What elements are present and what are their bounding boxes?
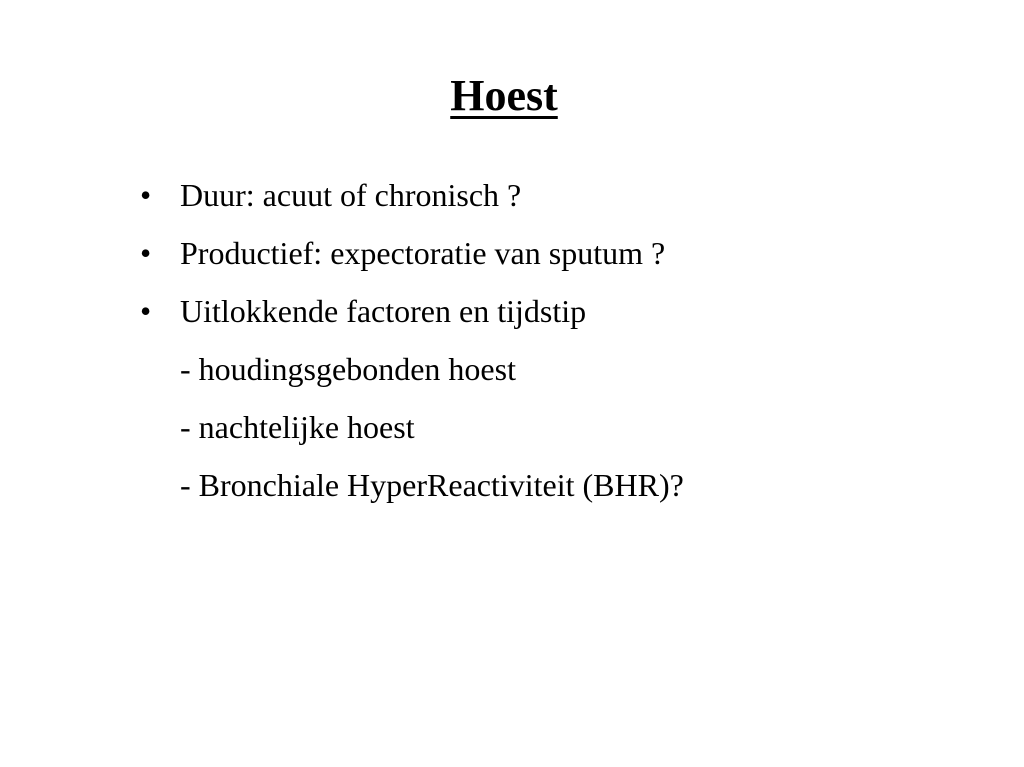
sub-list-item-text: - houdingsgebonden hoest <box>180 351 516 387</box>
slide-title: Hoest <box>450 71 558 120</box>
bullet-marker: • <box>140 293 152 329</box>
list-item <box>140 166 1000 224</box>
sub-list-item-text: - Bronchiale HyperReactiviteit (BHR)? <box>180 467 684 503</box>
sub-list-item <box>140 398 1000 456</box>
bullet-marker: • <box>140 235 152 271</box>
list-item <box>140 282 1000 340</box>
list-item-text: Uitlokkende factoren en tijdstip <box>180 293 587 329</box>
sub-list-item <box>140 456 1000 514</box>
list-item-text: Duur: acuut of chronisch ? <box>180 177 522 213</box>
bullet-list <box>140 166 1000 514</box>
list-item <box>140 224 1000 282</box>
list-item-text: Productief: expectoratie van sputum ? <box>180 235 666 271</box>
sub-list-item-text: - nachtelijke hoest <box>180 409 415 445</box>
sub-list-item <box>140 340 1000 398</box>
bullet-marker: • <box>140 177 152 213</box>
